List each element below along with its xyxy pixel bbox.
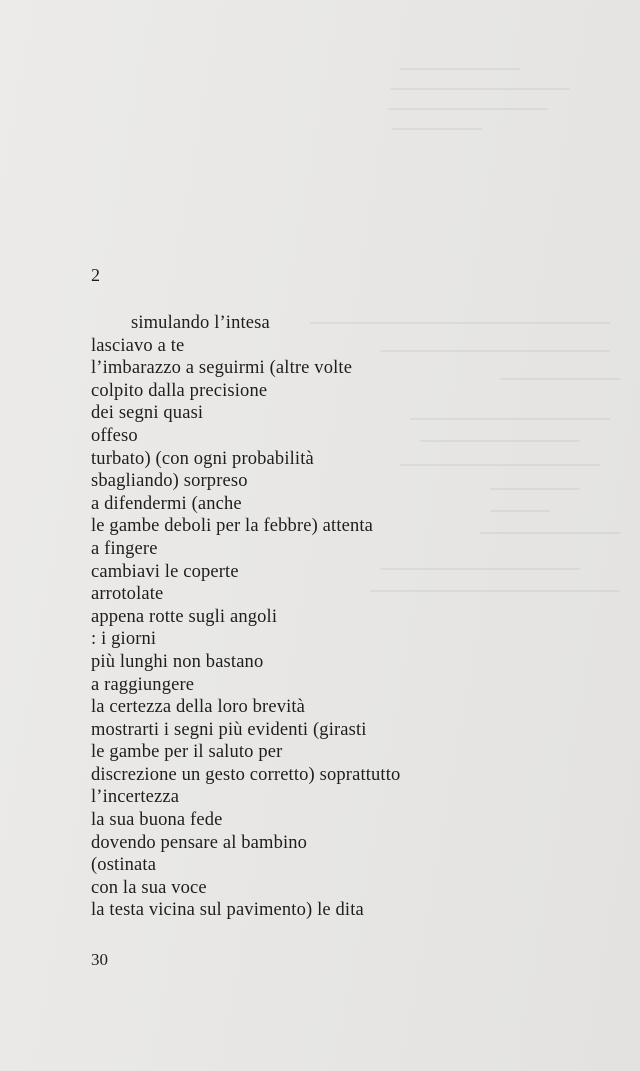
poem-line: : i giorni (91, 629, 157, 650)
poem-line: a fingere (91, 538, 158, 559)
poem-line: dovendo pensare al bambino (91, 832, 308, 853)
poem-line: discrezione un gesto corretto) soprattutto (91, 764, 401, 785)
poem-line: dei segni quasi (91, 403, 204, 424)
poem-line: colpito dalla precisione (91, 380, 268, 401)
poem-line: arrotolate (91, 584, 164, 605)
poem-line: turbato) (con ogni probabilità (91, 448, 314, 469)
poem-line: le gambe deboli per la febbre) attenta (91, 516, 374, 537)
poem-line: lasciavo a te (91, 335, 185, 356)
poem-line: la sua buona fede (91, 810, 223, 831)
poem-line: (ostinata (91, 855, 157, 876)
poem-text (91, 312, 531, 922)
poem-line: l’imbarazzo a seguirmi (altre volte (91, 358, 353, 379)
poem-line: con la sua voce (91, 877, 207, 898)
poem-line: offeso (91, 425, 138, 446)
poem-line: la testa vicina sul pavimento) le dita (91, 900, 364, 921)
poem-line: mostrarti i segni più evidenti (girasti (91, 719, 367, 740)
poem-line: l’incertezza (91, 787, 180, 808)
poem-line: più lunghi non bastano (91, 651, 264, 672)
section-number: 2 (91, 265, 100, 285)
poem-line: simulando l’intesa (131, 313, 270, 333)
poem-line: appena rotte sugli angoli (91, 606, 278, 627)
page-number: 30 (91, 950, 108, 969)
poem-line: la certezza della loro brevità (91, 697, 306, 718)
poem-line: a raggiungere (91, 674, 195, 695)
poem-line: cambiavi le coperte (91, 561, 239, 582)
poem-line: le gambe per il saluto per (91, 742, 283, 763)
poem-line: sbagliando) sorpreso (91, 471, 248, 492)
poem-line: a difendermi (anche (91, 493, 242, 514)
